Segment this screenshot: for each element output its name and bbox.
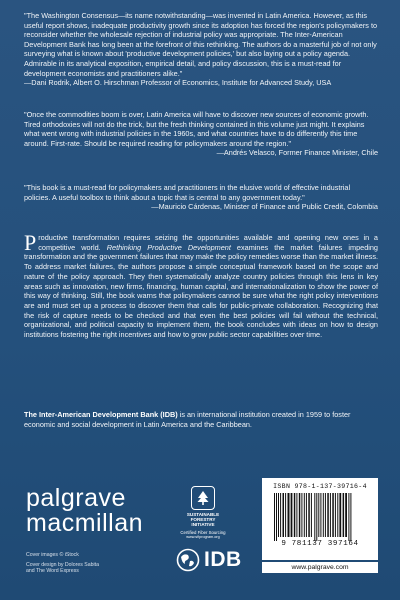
idb-name: The Inter-American Development Bank (IDB) [24,410,178,419]
quote-text: "Once the commodities boom is over, Latin America will have to discover new sources of economic growth. Tired orthodoxies will not do the trick, but the fresh thinking contained in this volume just might. It explains what went wrong with industrial policies in the 1960s, and what countries have to do differently this time around. First-rate. Should be required reading for policymakers around the region." [24,110,369,148]
cover-design-credit-2: and The Word Express [26,568,79,575]
sfi-name-1: SUSTAINABLE [186,512,220,517]
drop-cap: P [24,230,37,255]
isbn-number: ISBN 978-1-137-39716-4 [273,483,367,490]
cover-design-credit-1: Cover design by Dolores Sabita [26,561,99,568]
idb-logo [176,548,242,572]
quote-attribution: —Andrés Velasco, Former Finance Minister, Chile [216,148,378,158]
endorsement-quote [24,11,378,88]
description-lead: roductive transformation requires seizing the opportunities available and opening new ones in a competitive world. [38,233,378,252]
quote-text: "The Washington Consensus—its name notwithstanding—was invented in Latin America. However, as this useful report shows, inadequate productivity growth since its adoption has forced the region's policymakers to reconsider whether the wholesale rejection of industrial policy was appropriate. The Inter-American Development Bank has long been at the forefront of this rethinking. The authors do a masterful job of not only surveying what is known about 'productive development policies,' but also laying out a policy agenda. Admirable in its analytical exposition, empirical detail, and policy discussion, this is a must-read for development economists and practitioners alike." [24,11,378,78]
publisher-website: www.palgrave.com [262,562,378,573]
publisher-about [24,410,378,429]
ean-digits: 9 781137 397164 [281,540,359,548]
idb-logo-text: IDB [204,548,242,571]
globe-icon [176,548,200,572]
logo-line-2: macmillan [26,509,144,537]
book-title-italic: Rethinking Productive Development [106,242,231,252]
sfi-certification-logo [172,486,234,539]
idb-about-text: is an international institution created in 1959 to foster economic and social development in Latin America and the Caribbean. [24,410,351,429]
logo-line-1: palgrave [26,484,126,512]
palgrave-macmillan-logo [26,486,143,536]
book-description [24,230,378,340]
description-rest: examines the market failures impeding transformation and the government failures that may make the policy remedies worse than the market illness. To address market failures, the authors propose a simple conceptual framework based on the scope and nature of the policy approach. They then systematically analyze country policies through this lens in key areas such as innovation, new firms, financing, human capital, and internationalization to show the power of this way of thinking. Still, the book warns that policymakers cannot be sure what the right policy interventions are and must set up a process to discover them that calls for public-private collaboration. Recognizing that the risk of capture needs to be checked and that even the best policies will fail without the technical, organizational, and political capacity to implement them, the book concludes with ideas on how to design institutions fostering the right incentives and how to grow public sector capabilities over time. [24,242,378,340]
quote-text: "This book is a must-read for policymakers and practitioners in the elusive world of effective industrial policies. A useful toolbox to think about a topic that is central to any government today." [24,183,351,202]
sfi-certified-label: Certified Fiber Sourcing [180,529,226,535]
sfi-name-3: INITIATIVE [191,522,215,528]
endorsement-quote [24,183,378,212]
quote-attribution: —Dani Rodrik, Albert O. Hirschman Professor of Economics, Institute for Advanced Study, USA [24,78,332,88]
barcode-graphic [270,493,370,541]
barcode-panel [262,478,378,560]
tree-icon [191,486,215,510]
sfi-url: www.sfiprogram.org [186,534,220,539]
endorsement-quote [24,110,378,158]
quote-attribution: —Mauricio Cárdenas, Minister of Finance and Public Credit, Colombia [151,202,378,212]
sfi-name-2: FORESTRY [190,517,216,523]
cover-credits [26,552,99,575]
cover-images-credit: Cover images © iStock [26,552,79,558]
